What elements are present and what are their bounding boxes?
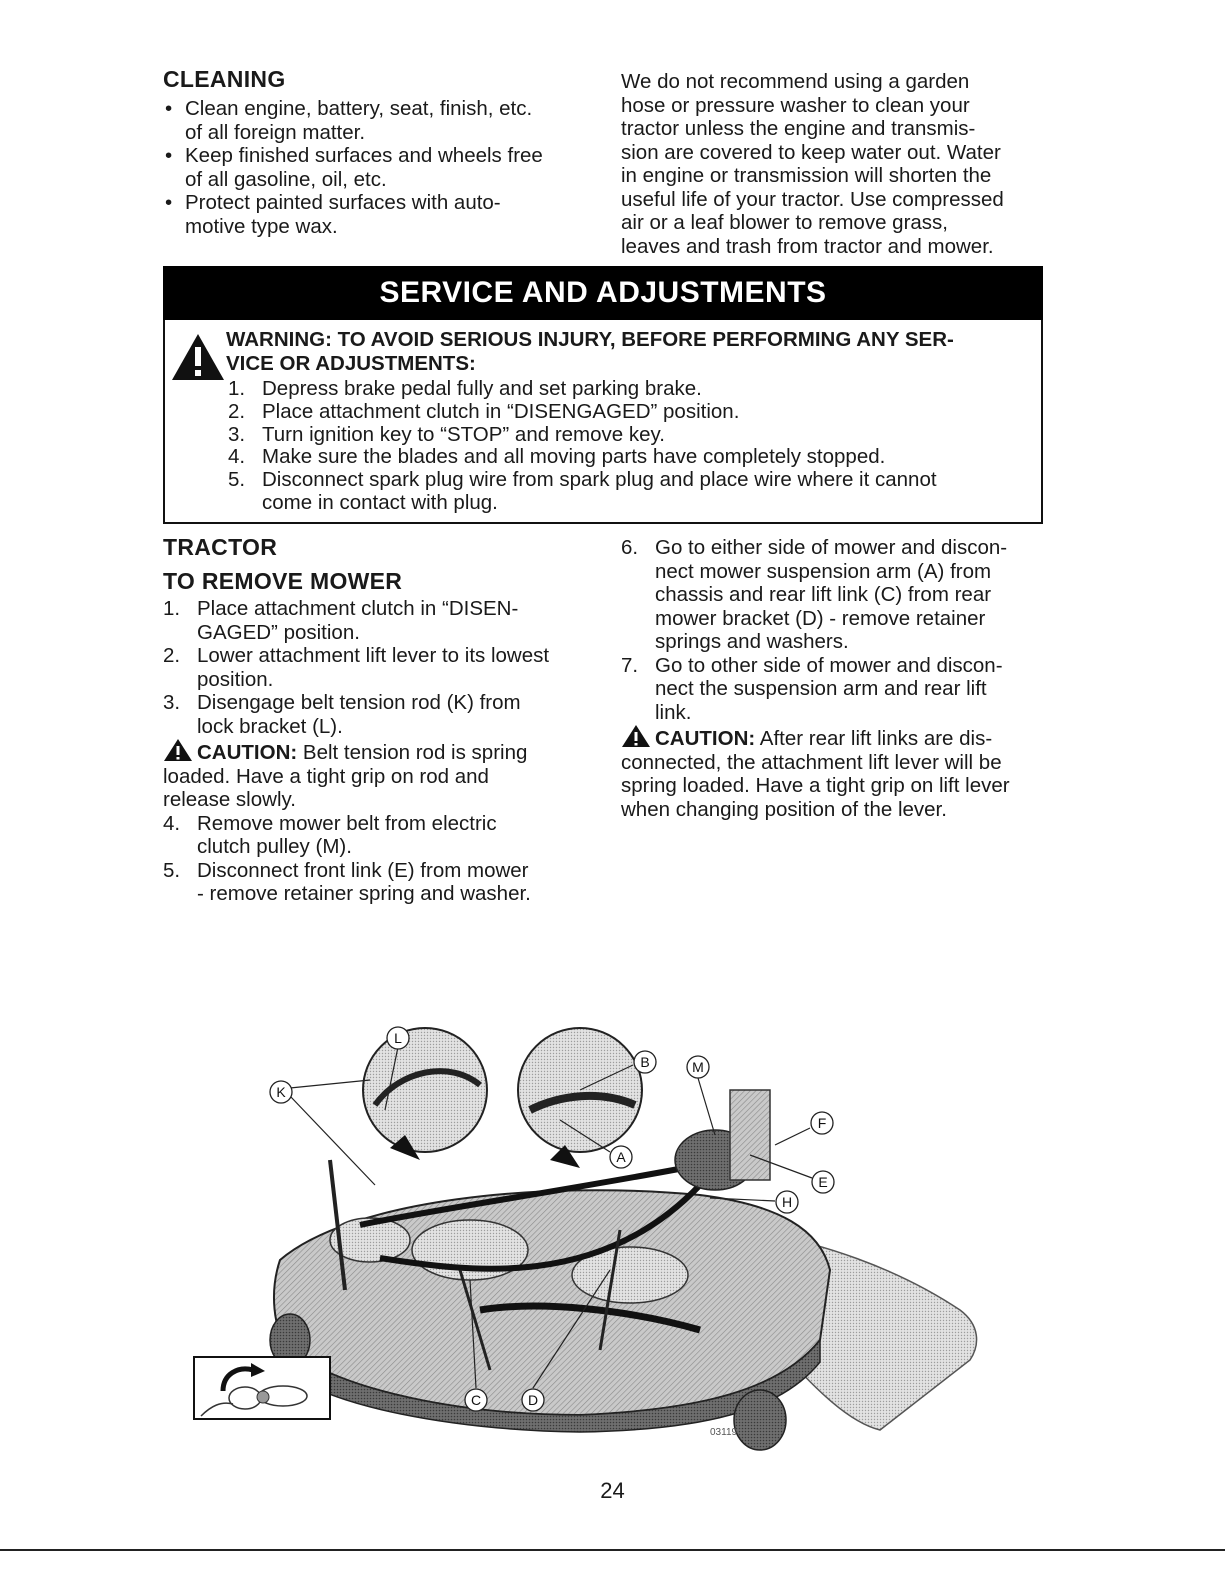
cleaning-heading: CLEANING <box>163 66 286 92</box>
tractor-section-right <box>621 536 1061 821</box>
footer-divider <box>0 1549 1225 1551</box>
callout-label-l: L <box>394 1030 402 1046</box>
remove-mower-heading: TO REMOVE MOWER <box>163 568 403 594</box>
warning-triangle-icon <box>163 738 193 762</box>
callout-label-f: F <box>817 1115 827 1131</box>
callout-label-b: B <box>640 1054 650 1070</box>
list-item: • Protect painted surfaces with auto- motive type wax. <box>163 191 593 238</box>
list-item: 1. Depress brake pedal fully and set parking brake. <box>228 377 702 400</box>
inset-wingnut-illustration <box>193 1356 331 1420</box>
list-item: 6. Go to either side of mower and discon- nect mower suspension arm (A) from chassis and rear lift link (C) from rear mower bracket (D) - remove retainer springs and washers. <box>621 536 1008 653</box>
callout-label-h: H <box>781 1194 793 1210</box>
list-item: 1. Place attachment clutch in “DISEN- GAGED” position. <box>163 597 519 644</box>
callout-label-k: K <box>276 1084 286 1100</box>
tractor-heading: TRACTOR <box>163 534 278 560</box>
list-item: 3. Turn ignition key to “STOP” and remove key. <box>228 422 665 446</box>
list-item: 2. Place attachment clutch in “DISENGAGED” position. <box>228 399 740 423</box>
callout-label-d: D <box>527 1392 539 1408</box>
list-item: 4. Remove mower belt from electric clutch pulley (M). <box>163 811 497 858</box>
list-item: 3. Disengage belt tension rod (K) from lock bracket (L). <box>163 691 521 738</box>
list-item: 7. Go to other side of mower and discon- nect the suspension arm and rear lift link. <box>621 653 1003 724</box>
service-banner: SERVICE AND ADJUSTMENTS <box>163 266 1043 320</box>
remove-mower-steps-right <box>621 536 1061 724</box>
cleaning-section <box>163 66 593 238</box>
caution-note: CAUTION: After rear lift links are dis- connected, the attachment lift lever will be spring loaded. Have a tight grip on lift lever when changing position of the lever. <box>621 724 1061 821</box>
page-number: 24 <box>600 1478 625 1503</box>
list-item: • Clean engine, battery, seat, finish, etc. of all foreign matter. <box>163 97 593 144</box>
caution-note: CAUTION: Belt tension rod is spring loaded. Have a tight grip on rod and release slowly. <box>163 738 593 812</box>
list-item: 2. Lower attachment lift lever to its lowest position. <box>163 644 550 691</box>
list-item: 5. Disconnect front link (E) from mower - remove retainer spring and washer. <box>163 858 531 905</box>
callout-label-e: E <box>818 1174 828 1190</box>
cleaning-advice-paragraph: We do not recommend using a garden hose or pressure washer to clean your tractor unless the engine and transmis- sion are covered to keep water out. Water in engine or transmission will shorten the useful life of your tractor. Use compressed air or a leaf blower to remove grass, leaves and trash from tractor and mower. <box>621 70 1004 258</box>
list-item: 4. Make sure the blades and all moving parts have completely stopped. <box>228 445 886 469</box>
callout-label-m: M <box>692 1059 704 1075</box>
list-item: 5. Disconnect spark plug wire from spark plug and place wire where it cannot come in contact with plug. <box>228 468 937 514</box>
cleaning-bullet-list <box>163 97 593 238</box>
callout-label-a: A <box>616 1149 626 1165</box>
list-item: • Keep finished surfaces and wheels free of all gasoline, oil, etc. <box>163 144 593 191</box>
warning-triangle-icon <box>621 724 651 748</box>
remove-mower-steps <box>163 597 593 738</box>
figure-code: 03119 <box>710 1427 738 1438</box>
tractor-section <box>163 534 593 906</box>
warning-step-list <box>228 378 1028 515</box>
remove-mower-steps-continued <box>163 812 593 906</box>
callout-label-c: C <box>470 1392 482 1408</box>
warning-title: WARNING: TO AVOID SERIOUS INJURY, BEFORE PERFORMING ANY SER- VICE OR ADJUSTMENTS: <box>226 328 954 375</box>
warning-triangle-icon <box>170 332 226 382</box>
